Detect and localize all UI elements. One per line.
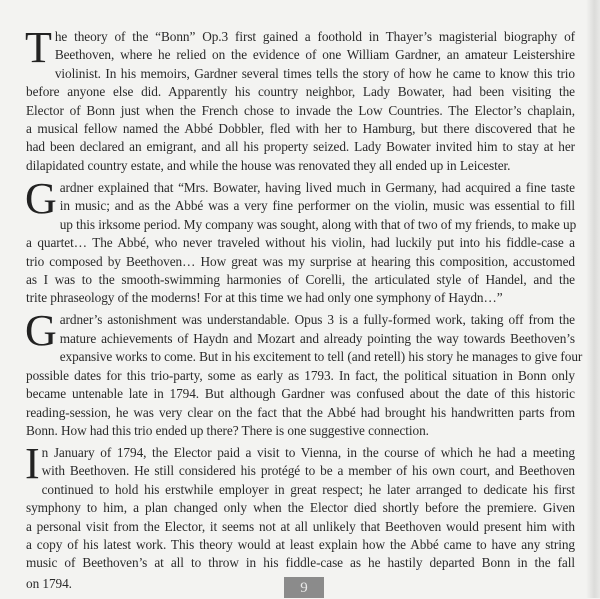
text-line: possible dates for this trio-party, some as early as 1793. In fact, the political situation in Bonn only — [26, 367, 575, 383]
text-line: up this irksome period. My company was sought, along with that of two of my friends, to make up — [59, 216, 577, 232]
text-line: symphony to him, a plan changed only when the Elector died shortly before the premiere. Given — [26, 500, 575, 516]
text-line: on 1794. — [26, 575, 72, 591]
page-number: 9 — [284, 577, 324, 598]
text-line: ardner explained that “Mrs. Bowater, having lived much in Germany, had acquired a fine taste — [59, 179, 575, 195]
paragraph — [25, 306, 583, 440]
text-line: a copy of his latest work. This theory would at least explain how the Abbé came to have any string — [26, 537, 575, 553]
text-line: continued to hold his erstwhile employer in great respect; he later arranged to dedicate his first — [41, 481, 575, 497]
paragraph — [25, 173, 577, 308]
drop-cap: I — [25, 439, 40, 488]
text-line: dilapidated country estate, and while the house was renovated they all ended up in Leicester. — [26, 157, 511, 173]
text-line: mature achievements of Haydn and Mozart and already pointing the way towards Beethoven’s — [59, 330, 575, 346]
drop-cap: G — [25, 306, 57, 356]
text-line: a personal visit from the Elector, it seems not at all unlikely that Beethoven would present him with — [26, 518, 575, 534]
text-line: as I was to the smooth-swimming harmonies of Corelli, the articulated style of Handel, and the — [26, 271, 575, 287]
text-line: reading-session, he was very clear on the fact that the Abbé had brought his handwritten parts from — [26, 404, 575, 420]
paragraph — [25, 23, 575, 175]
text-line: he theory of the “Bonn” Op.3 first gained a foothold in Thayer’s magisterial biography of — [54, 29, 575, 44]
text-line: Bonn. How had this trio ended up there? There is one suggestive connection. — [26, 422, 429, 438]
text-line: expansive works to come. But in his excitement to tell (and retell) his story he manages to give four — [59, 349, 583, 365]
article-body — [25, 23, 583, 597]
text-line: Elector of Bonn just when the French chose to invade the Low Countries. The Elector’s chaplain, — [26, 102, 575, 118]
text-line: trio composed by Beethoven… How great was my surprise at hearing this composition, accustomed — [26, 253, 575, 269]
text-line: with Beethoven. He still considered his protégé to be a member of his own court, and Beethoven — [41, 463, 575, 479]
text-line: before anyone else did. Apparently his country neighbor, Lady Bowater, had been visiting the — [26, 84, 575, 100]
text-line: trite phraseology of the moderns! For at this time we had only one symphony of Haydn…” — [26, 290, 503, 306]
drop-cap: G — [25, 173, 57, 223]
text-line: in music; and as the Abbé was a very fine performer on the violin, music was essential to fill — [59, 198, 575, 214]
text-line: n January of 1794, the Elector paid a visit to Vienna, in the course of which he had a meeting — [41, 445, 575, 460]
text-line: a musical fellow named the Abbé Dobbler, fled with her to Hamburg, but there discovered that he — [26, 121, 575, 137]
paragraph — [25, 439, 575, 593]
text-line: a quartet… The Abbé, who never traveled without his violin, had luckily put into his fiddle-case a — [26, 235, 575, 251]
text-line: music of Beethoven’s at all to throw in his fiddle-case as he hastily departed Bonn in the fall — [26, 555, 575, 571]
drop-cap: T — [25, 23, 52, 72]
text-line: had been declared an emigrant, and all his property seized. Lady Bowater invited him to stay at her — [26, 139, 575, 155]
text-line: became untenable late in 1794. But although Gardner was confused about the date of this historic — [26, 386, 575, 402]
text-line: Beethoven, where he relied on the evidence of one William Gardner, an amateur Leistershire — [54, 47, 575, 63]
text-line: violinist. In his memoirs, Gardner several times tells the story of how he came to know this trio — [54, 65, 575, 81]
text-line: ardner’s astonishment was understandable. Opus 3 is a fully-formed work, taking off from the — [59, 312, 575, 328]
page-edge-shadow — [586, 0, 600, 598]
